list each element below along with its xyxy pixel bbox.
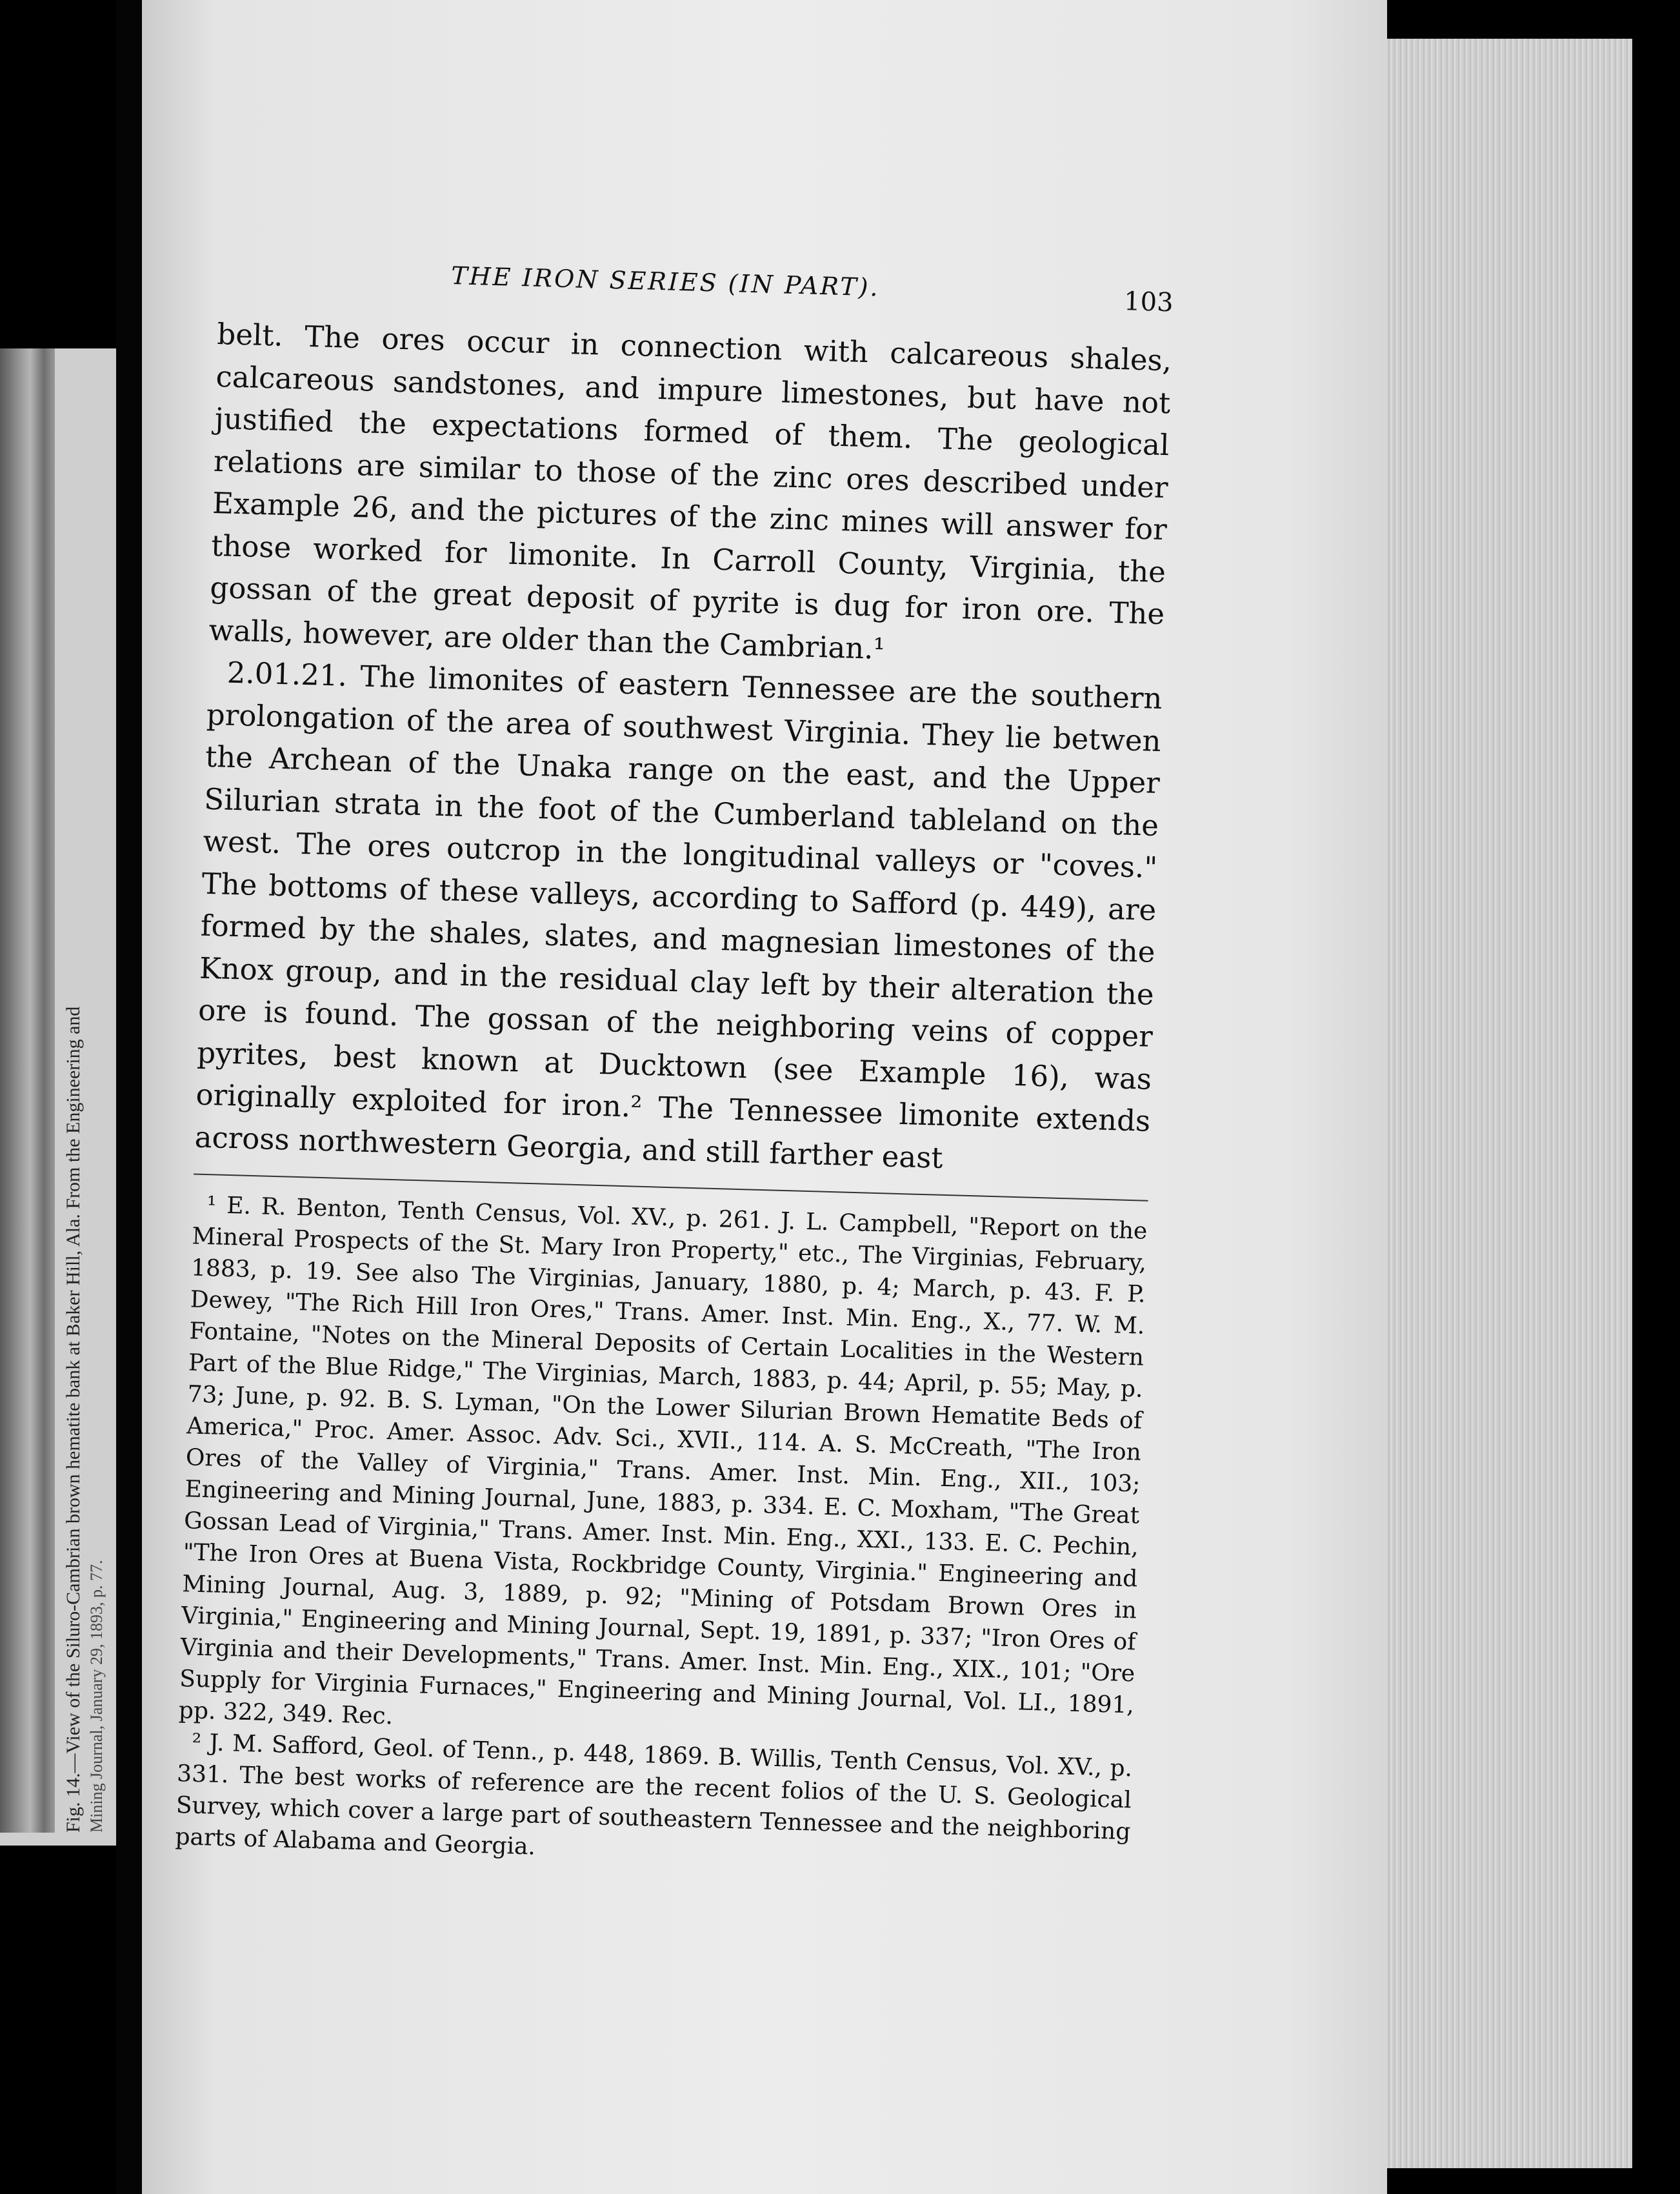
footnote-1: ¹ E. R. Benton, Tenth Census, Vol. XV., p. 261. J. L. Campbell, "Report on the Mineral Prospects of the St. Mary Iron Property," etc., The Virginias, February, 1883, p. 19. See also The Virginias, January, 1880, p. 4; March, p. 43. F. P. Dewey, "The Rich Hill Iron Ores," Trans. Amer. Inst. Min. Eng., X., 77. W. M. Fontaine, "Notes on the Mineral Deposits of Certain Localities in the Western Part of the Blue Ridge," The Virginias, March, 1883, p. 44; April, p. 55; May, p. 73; June, p. 92. B. S. Lyman, "On the Lower Silurian Brown Hematite Beds of America," Proc. Amer. Assoc. Adv. Sci., XVII., 114. A. S. McCreath, "The Iron Ores of the Valley of Virginia," Trans. Amer. Inst. Min. Eng., XII., 103; Engineering and Mining Journal, June, 1883, p. 334. E. C. Moxham, "The Great Gossan Lead of Virginia," Trans. Amer. Inst. Min. Eng., XXI., 133. E. C. Pechin, "The Iron Ores at Buena Vista, Rockbridge County, Virginia." Engineering and Mining Journal, Aug. 3, 1889, p. 92; "Mining of Potsdam Brown Ores in Virginia," Engineering and Mining Journal, Sept. 19, 1891, p. 337; "Iron Ores of Virginia and their Developments," Trans. Amer. Inst. Min. Eng., XIX., 101; "Ore Supply for Virginia Furnaces," Engineering and Mining Journal, Vol. LI., 1891, pp. 322, 349. Rec. <box>178 1192 1148 1730</box>
paragraph-1: belt. The ores occur in connection with calcareous shales, calcareous sandstones, and impure limestones, but have not justified the expectations formed of them. The geological relations are similar to those of the zinc ores described under Example 26, and the pictures of the zinc mines will answer for those worked for limonite. In Carroll County, Virginia, the gossan of the great deposit of pyrite is dug for iron ore. The walls, however, are older than the Cambrian.¹ <box>208 316 1172 666</box>
page-number: 103 <box>1123 287 1174 318</box>
paragraph-2: 2.01.21. The limonites of eastern Tennessee are the southern prolongation of the area of southwest Virginia. They lie betwen the Archean of the Unaka range on the east, and the Upper Silurian strata in the foot of the Cumberland tableland on the west. The ores outcrop in the longitudinal valleys or "coves." The bottoms of these valleys, according to Safford (p. 449), are formed by the shales, slates, and magnesian limestones of the Knox group, and in the residual clay left by their alteration the ore is found. The gossan of the neighboring veins of copper pyrites, best known at Ducktown (see Example 16), was originally exploited for iron.² The Tennessee limonite extends across northwestern Georgia, and still farther east <box>194 655 1163 1175</box>
hematite-bank-photo <box>0 348 55 1833</box>
text-block <box>175 255 1174 1879</box>
figure-caption-line-2: Mining Journal, January 29, 1893, p. 77. <box>87 1560 106 1833</box>
running-title: THE IRON SERIES (IN PART). <box>450 261 881 302</box>
facing-page <box>0 348 116 1846</box>
figure-caption <box>62 348 107 1833</box>
figure-caption-line-1: Fig. 14.—View of the Siluro-Cambrian brown hematite bank at Baker Hill, Ala. From the Engineering and <box>63 1006 84 1833</box>
book-gutter <box>116 0 142 2194</box>
footnote-2: ² J. M. Safford, Geol. of Tenn., p. 448, 1869. B. Willis, Tenth Census, Vol. XV., p. 331. The best works of reference are the recent folios of the U. S. Geological Survey, which cover a large part of southeastern Tennessee and the neighboring parts of Alabama and Georgia. <box>174 1729 1133 1860</box>
page-edges <box>1387 39 1632 2168</box>
